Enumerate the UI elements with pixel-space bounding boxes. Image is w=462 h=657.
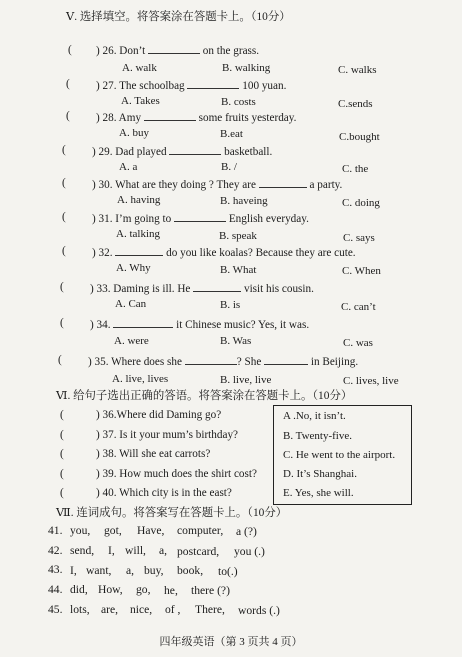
section-5-title: Ⅴ. 选择填空。将答案涂在答题卡上。（10分） [66,11,291,23]
answer-box [273,405,412,505]
option-a: A. were [114,335,149,347]
option-b: B. Was [220,335,252,347]
option-c: C.bought [339,131,380,143]
option-c: C. says [343,232,375,244]
answer-d: D. It’s Shanghai. [283,468,357,480]
option-a: A. live, lives [112,373,169,385]
question-31-text: ) 31. I’m going to English everyday. [92,213,309,225]
question-33-text: ) 33. Daming is ill. He visit his cousin. [90,283,314,295]
section-7-title: Ⅶ. 连词成句。将答案写在答题卡上。（10分） [56,507,288,519]
section-6-title: Ⅵ. 给句子选出正确的答语。将答案涂在答题卡上。（10分） [56,390,353,402]
option-a: A. Can [115,298,147,310]
option-b: B. / [221,161,237,173]
option-c: C. the [342,163,369,175]
answer-b: B. Twenty-five. [283,430,352,442]
question-28-text: ) 28. Amy some fruits yesterday. [96,112,297,124]
option-a: A. Takes [121,95,160,107]
option-b: B. speak [219,230,257,242]
option-c: C.sends [338,98,373,110]
option-a: A. talking [116,228,160,240]
option-b: B. walking [222,62,271,74]
question-27-text: ) 27. The schoolbag 100 yuan. [96,80,287,92]
option-b: B. costs [221,96,256,108]
question-26-text: ) 26. Don’t on the grass. [96,45,260,57]
answer-e: E. Yes, she will. [283,487,354,499]
option-a: A. having [117,194,161,206]
option-c: C. lives, live [343,375,399,387]
answer-a: A .No, it isn’t. [283,410,346,422]
question-30-text: ) 30. What are they doing ? They are a party. [92,179,343,191]
answer-c: C. He went to the airport. [283,449,396,461]
option-b: B. is [220,299,241,311]
question-29-text: ) 29. Dad played basketball. [92,146,273,158]
question-32-text: ) 32. do you like koalas? Because they are cute. [92,247,356,259]
option-c: C. doing [342,197,380,209]
option-a: A. buy [119,127,149,139]
option-a: A. walk [122,62,157,74]
option-b: B. What [220,264,257,276]
option-a: A. Why [116,262,151,274]
page-footer: 四年级英语（第 3 页共 4 页） [159,636,303,648]
question-34-text: ) 34. it Chinese music? Yes, it was. [90,319,310,331]
option-b: B. live, live [220,374,272,386]
exam-page: Ⅴ. 选择填空。将答案涂在答题卡上。（10分） ( ) 26. Don’t on the grass. A. walk B. walking C. walks ( ) 27. The schoolbag 100 yuan. A. Takes B. costs C.sends ( ) 28. Amy some fruits yesterday. A. buy B.eat C.bought ( ) 29. Dad played basketball. A. a B. / C. the ( ) 30. What are they doing ? They are a party. A. having B. haveing C. doing ( ) 31. I’m going to English everyday. A. talking B. speak C. says ( ) 32. do you like koalas? Because they are cute. A. Why B. What C. When ( ) 33. Daming is ill. He visit his cousin. A. Can B. is C. can’t ( ) 34. it Chinese music? Yes, it was. A. were B. Was C. was ( ) 35. Where does she ? She in Beijing. A. live, lives B. live, live C. lives, live Ⅵ. 给句子选出正确的答语。将答案涂在答题卡上。（10分） ( ) 36.Where did Daming go? ( ) 37. Is it your mum’s birthday? ( ) 38. Will she eat carrots? ( ) 39. How much does the shirt cost? ( ) 40. Which city is in the east? A .No, it isn’t. B. Twenty-five. C. He went to the airport. D. It’s Shanghai. E. Yes, she will. Ⅶ. 连词成句。将答案写在答题卡上。（10分） 41. you, got, Have, computer, a (?) 42. send, I, will, a, postcard, you (.) 43. I, want, a, buy, book, to(.) 44. did, How, go, he, there (?) 45. lots, are, nice, of , There, words (.) 四年级英语（第 3 页共 4 页） [0,0,462,657]
option-b: B. haveing [220,195,268,207]
option-a: A. a [119,161,138,173]
question-35-text: ) 35. Where does she ? She in Beijing. [88,356,359,368]
option-c: C. When [342,265,381,277]
option-c: C. was [343,337,373,349]
option-c: C. walks [338,64,377,76]
option-c: C. can’t [341,301,376,313]
option-b: B.eat [220,128,243,140]
